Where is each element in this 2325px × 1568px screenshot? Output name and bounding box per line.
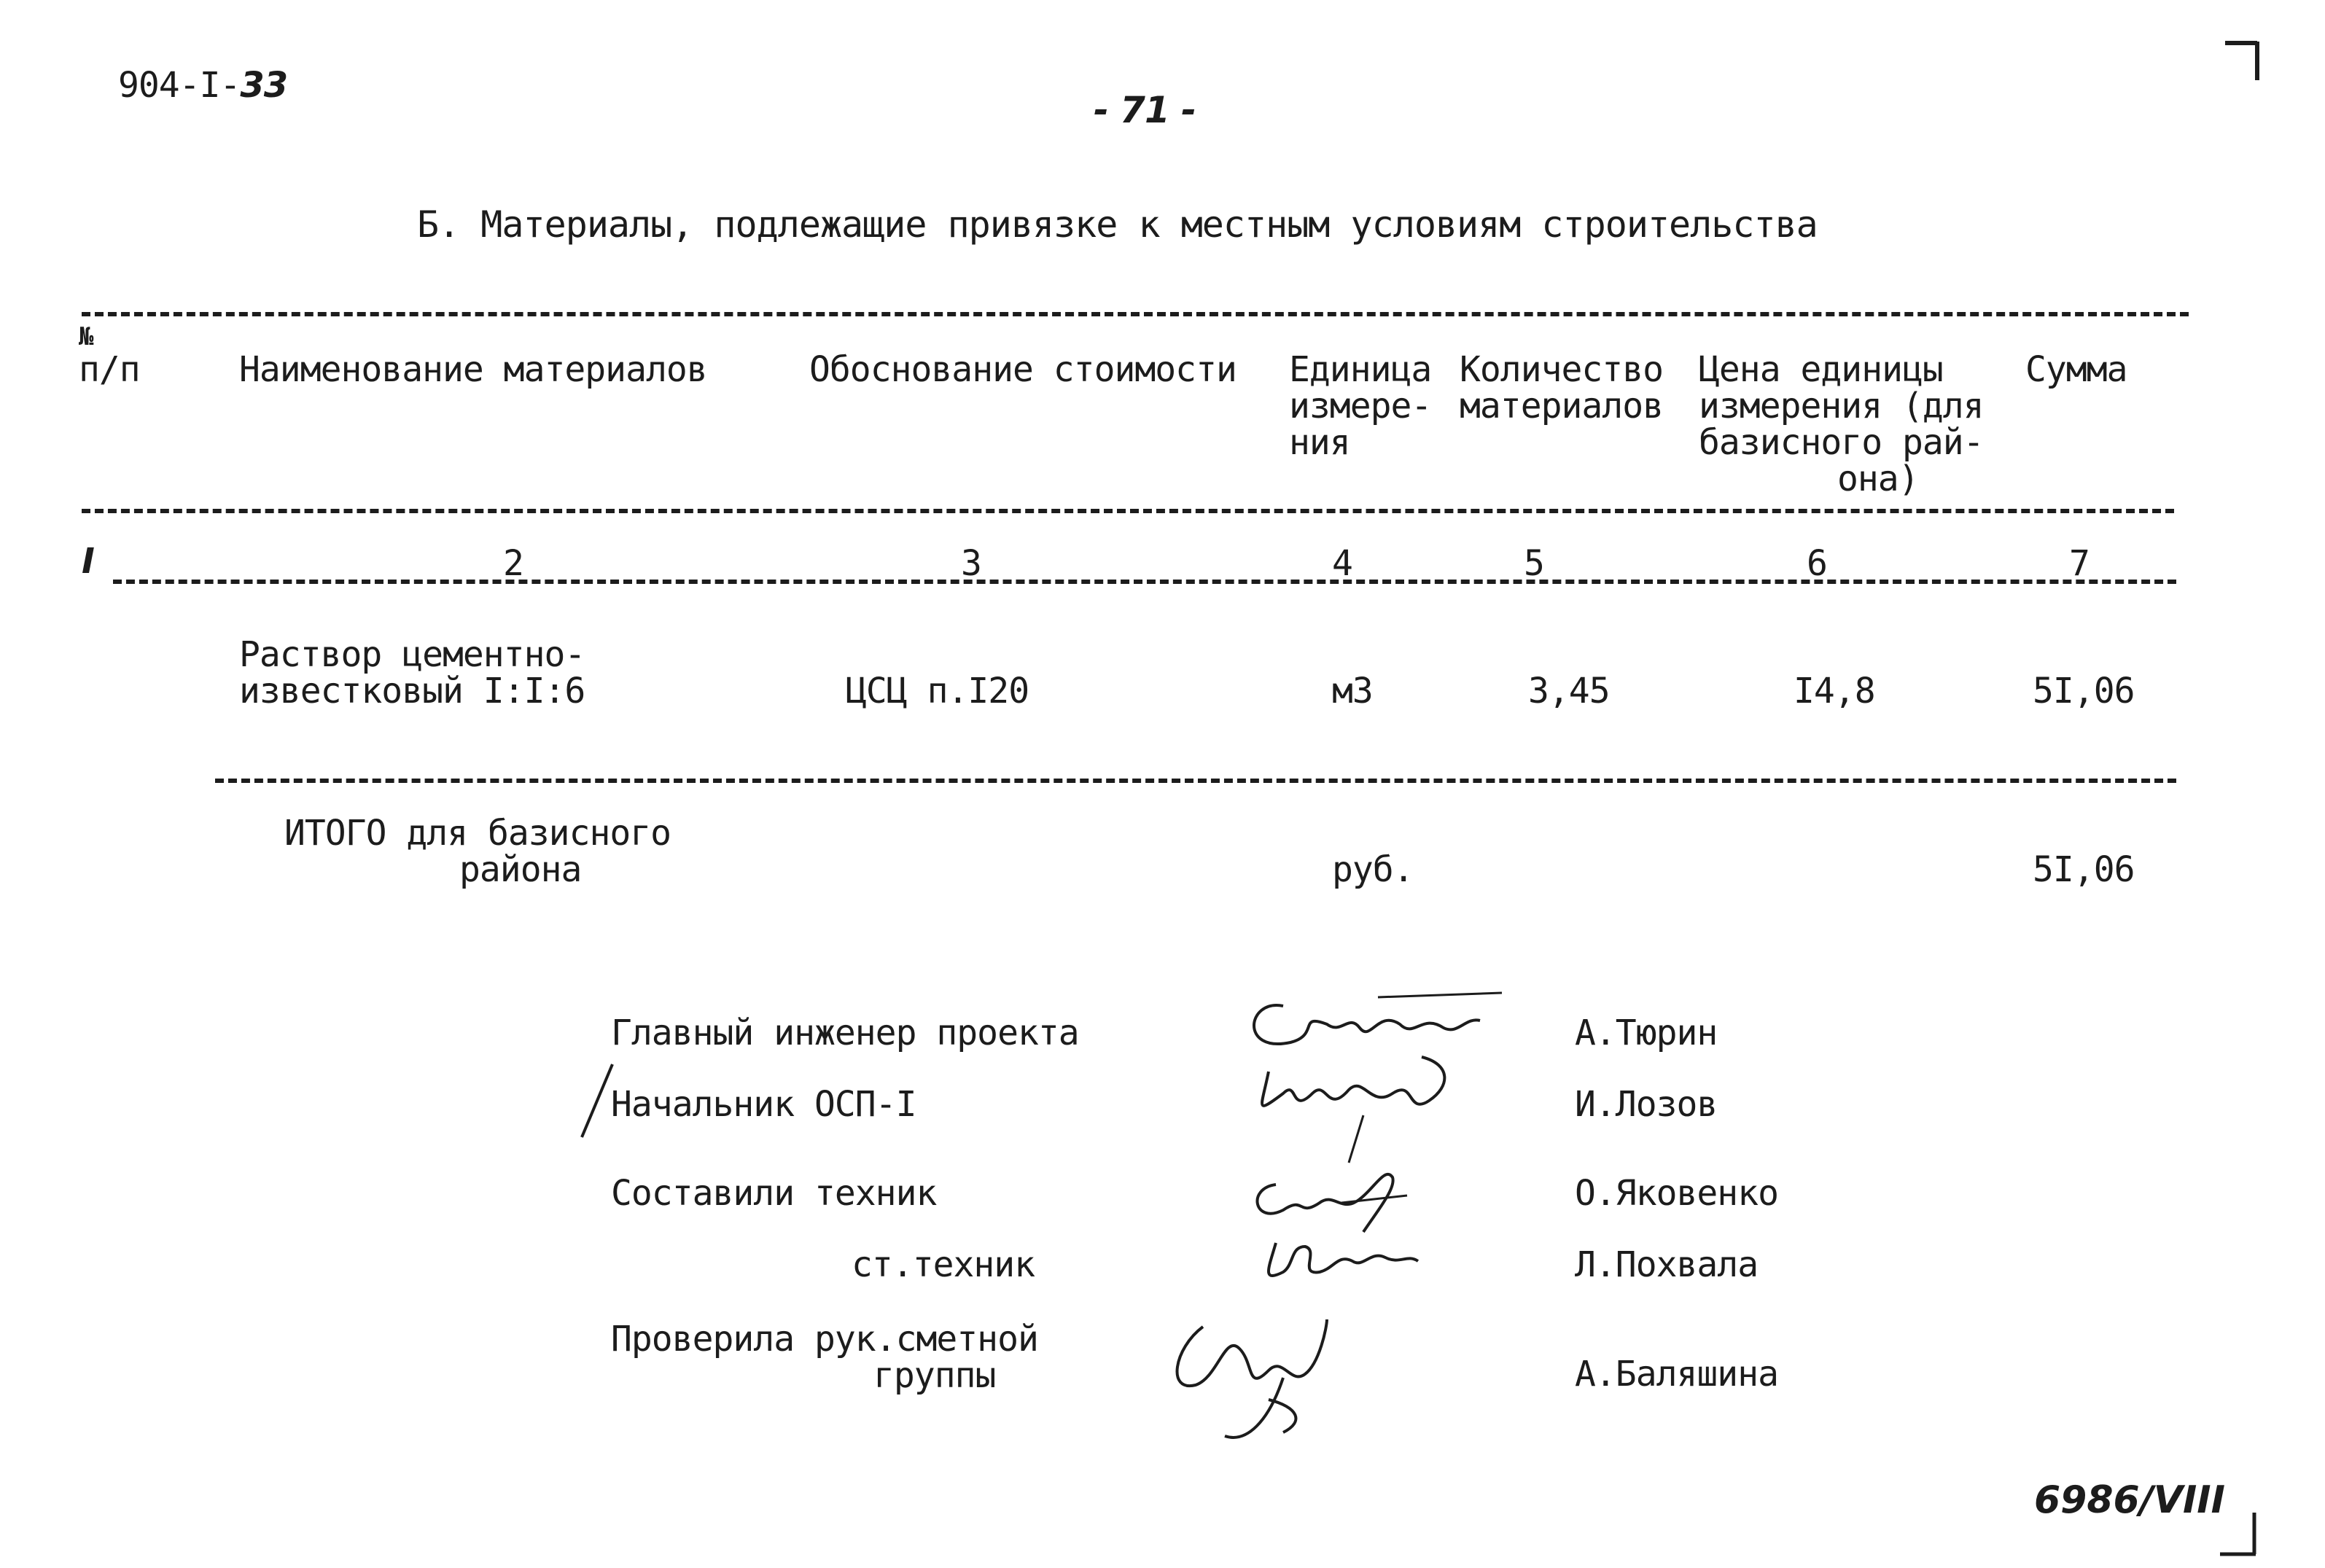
column-number-2: 2 (503, 543, 523, 584)
total-label: ИТОГО для базисного района (284, 813, 671, 890)
header-basis: Обоснование стоимости (809, 349, 1237, 390)
row-price: I4,8 (1794, 671, 1875, 711)
signature-pokhvala (1254, 1232, 1444, 1290)
signature-yakovenko (1239, 1159, 1429, 1239)
column-number-4: 4 (1332, 543, 1352, 584)
header-name: Наименование материалов (239, 349, 707, 390)
row-sum: 5I,06 (2033, 671, 2135, 711)
column-number-5: 5 (1524, 543, 1544, 584)
page-number: - 71 - (1094, 89, 1196, 131)
header-unit: Единица измере- ния (1289, 349, 1432, 463)
signature-role-senior-technician: ст.техник (852, 1244, 1035, 1285)
row-basis: ЦСЦ п.I20 (846, 671, 1029, 711)
row-quantity: 3,45 (1528, 671, 1610, 711)
table-top-rule (82, 312, 2189, 316)
signature-role-chief-engineer: Главный инженер проекта (611, 1013, 1079, 1053)
column-numbers-rule (113, 580, 2176, 584)
header-bottom-rule (82, 509, 2174, 513)
signature-role-technician: Составили техник (611, 1173, 937, 1214)
corner-mark-top (2224, 40, 2267, 84)
row-material-name: Раствор цементно- известковый I:I:6 (239, 634, 585, 711)
document-code-handwritten: 33 (240, 65, 288, 106)
signature-name-lozov: И.Лозов (1575, 1084, 1718, 1125)
section-title: Б. Материалы, подлежащие привязке к местным условиям строительства (417, 203, 1818, 246)
header-number: п/п (79, 349, 140, 390)
header-sum: Сумма (2025, 349, 2127, 390)
signature-name-pokhvala: Л.Похвала (1575, 1244, 1759, 1285)
signature-name-yakovenko: О.Яковенко (1575, 1173, 1778, 1214)
signature-name-balyashina: А.Баляшина (1575, 1354, 1778, 1395)
column-number-7: 7 (2069, 543, 2090, 584)
signature-lozov (1239, 1050, 1487, 1166)
signature-role-osp-head: Начальник ОСП-I (611, 1084, 916, 1125)
total-unit: руб. (1332, 849, 1414, 890)
document-code (118, 67, 287, 104)
signature-role-checker: Проверила рук.сметной группы (611, 1319, 1038, 1396)
total-rule (215, 779, 2176, 783)
header-price: Цена единицы измерения (для базисного рай- она) (1699, 349, 1984, 499)
corner-mark-bottom (2216, 1509, 2267, 1560)
document-code-prefix: 904-I- (118, 65, 241, 106)
archive-number: 6986/VIII (2034, 1478, 2226, 1522)
signature-balyashina (1159, 1305, 1349, 1451)
column-number-1: I (82, 541, 94, 582)
column-number-3: 3 (961, 543, 981, 584)
total-sum: 5I,06 (2033, 849, 2135, 890)
row-unit: м3 (1332, 671, 1373, 711)
column-number-6: 6 (1807, 543, 1827, 584)
header-quantity: Количество материалов (1460, 349, 1663, 426)
signature-name-turin: А.Тюрин (1575, 1013, 1718, 1053)
header-number-sign: № (79, 322, 93, 351)
